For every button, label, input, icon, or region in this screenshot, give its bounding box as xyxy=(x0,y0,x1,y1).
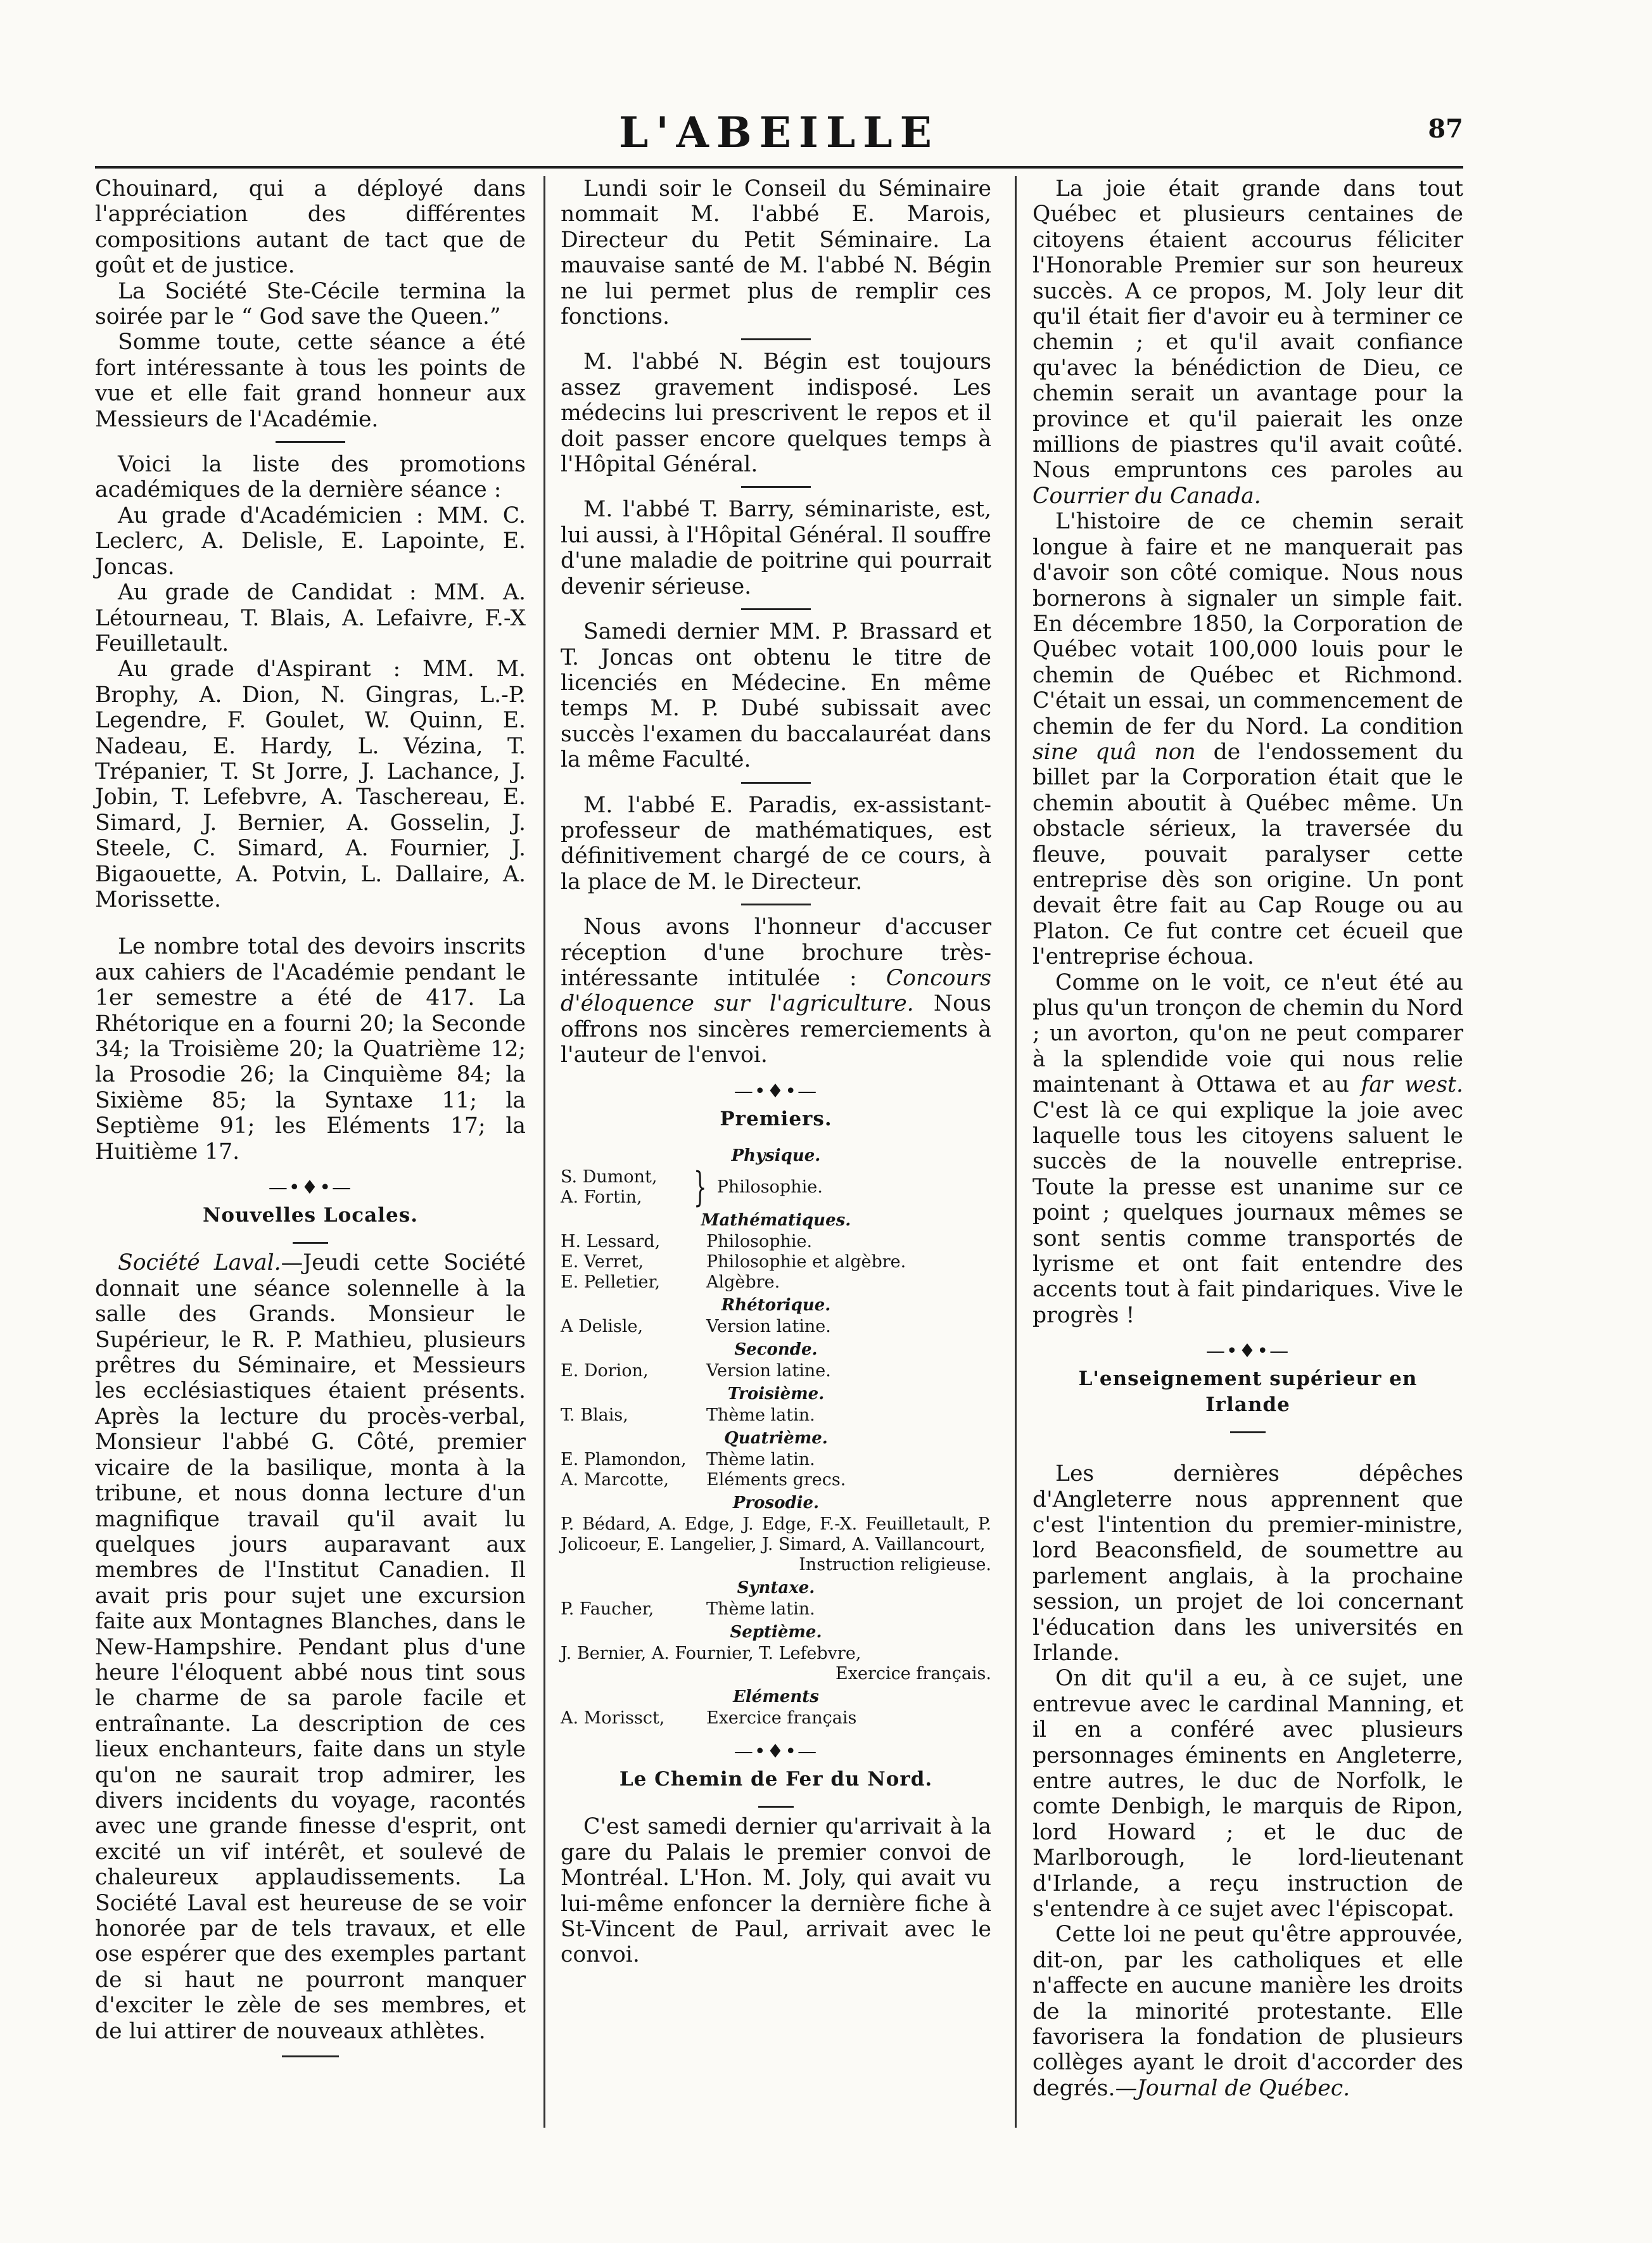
prize-name: A. Marcotte, xyxy=(561,1470,669,1490)
prize-row xyxy=(561,1405,991,1426)
prize-name: E. Verret, xyxy=(561,1252,644,1272)
spacer xyxy=(1032,1440,1463,1461)
irlande-paragraph-3 xyxy=(1032,1922,1463,2101)
academie-paragraph-2: La Société Ste-Cécile termina la soirée par le “ God save the Queen.” xyxy=(95,278,526,330)
column-separator-2 xyxy=(1015,176,1017,2128)
header-rule xyxy=(95,166,1463,169)
societe-laval-text: —Jeudi cette Société donnait une séance solennelle à la salle des Grands. Monsieur le Supérieur, le R. P. Mathieu, plusieurs prêtres du Séminaire, et Messieurs les ecclésiastiques étaient présents. Après la lecture du procès-verbal, Monsieur l'abbé G. Côté, premier vicaire de la basilique, monta à la tribune, et nous donna lecture d'un magnifique travail qu'il avait lu quelques jours auparavant aux membres de l'Institut Canadien. Il avait pris pour sujet une excursion faite aux Montagnes Blanches, dans le New-Hampshire. Pendant plus d'une heure l'éloquent abbé nous tint sous le charme de sa parole facile et entraînante. La description de ces lieux enchanteurs, faite dans un style qu'on ne saurait trop admirer, les divers incidents du voyage, racontés avec une grande finesse d'esprit, ont excité un vif intérêt, et soulevé de chaleureux applaudissements. La Société Laval est heureuse de se voir honorée par de tels travaux, et elle ose espérer que des exemples partant de si haut ne pourront manquer d'exciter le zèle de ses membres, et de lui attirer de nouveaux athlètes. xyxy=(95,1250,526,2044)
heading-underline xyxy=(758,1806,794,1808)
brace-glyph: } xyxy=(694,1164,707,1211)
prize-row xyxy=(561,1252,991,1272)
prize-subject: Philosophie. xyxy=(706,1232,813,1251)
academie-paragraph-1: Chouinard, qui a déployé dans l'appréciation des différentes compositions autant de tact que de goût et de justice. xyxy=(95,176,526,279)
academie-paragraph-3: Somme toute, cette séance a été fort intéressante à tous les points de vue et elle fait grand honneur aux Messieurs de l'Académie. xyxy=(95,329,526,432)
section-title-premiers: Premiers. xyxy=(720,1107,832,1130)
joie-text: La joie était grande dans tout Québec et plusieurs centaines de citoyens étaient accourus féliciter l'Honorable Premier sur son heureux succès. A ce propos, M. Joly leur dit qu'il était fier d'avoir eu à terminer ce chemin ; et qu'il avait confiance qu'avec la bénédiction de Dieu, ce chemin serait un avantage pour la province et qu'il paierait les onze millions de piastres qu'il avait coûté. Nous empruntons ces paroles au xyxy=(1032,176,1463,483)
ornament-divider: —•♦•— xyxy=(734,1080,818,1102)
short-rule xyxy=(741,904,811,905)
brochure-title: Concours d'éloquence sur l'agriculture. xyxy=(561,965,991,1017)
masthead-title: L'ABEILLE xyxy=(619,108,939,157)
prize-name: E. Pelletier, xyxy=(561,1272,661,1292)
column-2 xyxy=(561,176,991,1968)
promotion-aspirant: Au grade d'Aspirant : MM. M. Brophy, A. Dion, N. Gingras, L.-P. Legendre, F. Goulet, W. Quinn, E. Nadeau, E. Hardy, L. Vézina, T. Trépanier, T. St Jorre, J. Lachance, J. Jobin, T. Lefebvre, A. Taschereau, E. Simard, J. Bernier, A. Gosselin, J. Steele, C. Simard, A. Fournier, J. Bigaouette, A. Potvin, L. Dallaire, A. Morissette. xyxy=(95,656,526,912)
prize-names: J. Bernier, A. Fournier, T. Lefebvre, xyxy=(561,1644,861,1663)
column-separator-1 xyxy=(543,176,545,2128)
ornament-divider: —•♦•— xyxy=(734,1741,818,1763)
chemin-paragraph: C'est samedi dernier qu'arrivait à la gare du Palais le premier convoi de Montréal. L'Hon. M. Joly, qui avait vu lui-même enfoncer la dernière fiche à St-Vincent de Paul, arrivait avec le convoi. xyxy=(561,1814,991,1968)
comme-end: C'est là ce qui explique la joie avec laquelle tous les citoyens saluent le succès de la nouvelle entreprise. Toute la presse est unanime sur ce point ; quelques journaux mêmes se sont sentis comme transportés de lyrisme et ont fait entendre des accents tout à fait pindariques. Vive le progrès ! xyxy=(1032,1097,1463,1328)
prize-category-septieme: Septième. xyxy=(730,1623,822,1642)
prize-category-elements: Eléments xyxy=(733,1687,819,1706)
prize-subject: Algèbre. xyxy=(706,1272,780,1292)
histoire-latin: sine quâ non xyxy=(1032,739,1196,765)
prize-row xyxy=(561,1272,991,1293)
irlande-paragraph-1: Les dernières dépêches d'Angleterre nous apprennent que c'est l'intention du premier-ministre, lord Beaconsfield, de soumettre au parlement anglais, à la prochaine session, un projet de loi concernant l'éducation dans les universités en Irlande. xyxy=(1032,1461,1463,1666)
brochure-paragraph xyxy=(561,914,991,1068)
promotion-candidat: Au grade de Candidat : MM. A. Létourneau, T. Blais, A. Lefaivre, F.-X Feuilletault. xyxy=(95,580,526,656)
brochure-end: Nous offrons nos sincères remerciements à l'auteur de l'envoi. xyxy=(561,991,991,1068)
short-rule xyxy=(741,782,811,784)
promotions-intro: Voici la liste des promotions académiques de la dernière séance : xyxy=(95,452,526,503)
section-title-nouvelles-locales: Nouvelles Locales. xyxy=(203,1204,418,1227)
prize-row xyxy=(561,1361,991,1381)
end-rule xyxy=(282,2055,339,2057)
prize-subject: Eléments grecs. xyxy=(706,1470,846,1490)
prize-list xyxy=(561,1146,991,1729)
promotion-academicien: Au grade d'Académicien : MM. C. Leclerc, A. Delisle, E. Lapointe, E. Joncas. xyxy=(95,502,526,580)
prize-names: P. Bédard, A. Edge, J. Edge, F.-X. Feuilletault, P. Jolicoeur, E. Langelier, J. Simard, A. Vaillancourt, xyxy=(561,1514,991,1554)
prize-row xyxy=(561,1708,991,1729)
section-title-chemin-de-fer: Le Chemin de Fer du Nord. xyxy=(619,1768,933,1791)
prize-name: T. Blais, xyxy=(561,1405,628,1425)
prize-subject: Version latine. xyxy=(706,1317,831,1336)
prize-row-philosophie xyxy=(561,1164,991,1211)
prize-subject: Philosophie. xyxy=(716,1177,823,1197)
histoire-end: de l'endossement du billet par la Corporation était que le chemin aboutit à Québec même. Un obstacle sérieux, la traversée du fleuve, pouvait paralyser cette entreprise dès son origine. Un pont devait être fait au Cap Rouge ou au Platon. Ce fut contre cet écueil que l'entreprise échoua. xyxy=(1032,739,1463,970)
short-rule xyxy=(741,608,811,610)
prize-row xyxy=(561,1232,991,1252)
short-rule xyxy=(741,486,811,488)
histoire-start: L'histoire de ce chemin serait longue à faire et ne manquerait pas d'avoir son côté comique. Nous nous bornerons à signaler un simple fait. En décembre 1850, la Corporation de Québec votait 100,000 louis pour le chemin de Québec et Richmond. C'était un essai, un commencement de chemin de fer du Nord. La condition xyxy=(1032,509,1463,739)
prize-subject: Exercice français. xyxy=(836,1664,991,1684)
news-item-5: M. l'abbé E. Paradis, ex-assistant-professeur de mathématiques, est définitivement chargé de ce cours, à la place de M. le Directeur. xyxy=(561,792,991,895)
prize-subject: Thème latin. xyxy=(706,1599,815,1619)
prize-subject: Version latine. xyxy=(706,1361,831,1381)
prize-name: H. Lessard, xyxy=(561,1232,661,1251)
page-header xyxy=(95,108,1463,165)
irlande-source: —Journal de Québec. xyxy=(1115,2075,1350,2101)
page-number: 87 xyxy=(1428,114,1463,144)
short-rule xyxy=(741,338,811,340)
irlande-paragraph-2: On dit qu'il a eu, à ce sujet, une entrevue avec le cardinal Manning, et il en a conféré avec plusieurs personnages éminents en Angleterre, entre autres, le duc de Norfolk, le comte Denbigh, le marquis de Ripon, lord Howard ; et le duc de Marlborough, le lord-lieutenant d'Irlande, a reçu instruction de s'entendre à ce sujet avec l'épiscopat. xyxy=(1032,1666,1463,1922)
prize-subject: Thème latin. xyxy=(706,1450,815,1469)
heading-underline xyxy=(293,1242,328,1244)
prize-category-prosodie: Prosodie. xyxy=(732,1493,820,1512)
prize-name: A. Fortin, xyxy=(561,1187,642,1207)
prize-name: E. Dorion, xyxy=(561,1361,649,1381)
societe-laval-paragraph xyxy=(95,1250,526,2044)
devoirs-paragraph: Le nombre total des devoirs inscrits aux cahiers de l'Académie pendant le 1er semestre a été de 417. La Rhétorique en a fourni 20; la Seconde 34; la Troisième 20; la Quatrième 12; la Prosodie 26; la Cinquième 84; la Sixième 85; la Syntaxe 11; la Septième 91; les Eléments 17; la Huitième 17. xyxy=(95,934,526,1165)
prize-subject: Instruction religieuse. xyxy=(799,1555,991,1575)
ornament-divider: —•♦•— xyxy=(268,1177,353,1199)
prize-category-physique: Physique. xyxy=(731,1146,821,1165)
societe-laval-lead: Société Laval. xyxy=(118,1250,281,1276)
comme-start: Comme on le voit, ce n'eut été au plus qu'un tronçon de chemin du Nord ; un avorton, qu'on ne peut comparer à la splendide voie qui nous relie maintenant à Ottawa et au xyxy=(1032,969,1463,1098)
brochure-start: Nous avons l'honneur d'accuser réception d'une brochure très-intéressante intitulée : xyxy=(561,914,991,991)
prize-category-seconde: Seconde. xyxy=(734,1340,818,1359)
prize-name: S. Dumont, xyxy=(561,1167,658,1187)
irlande-text-3: Cette loi ne peut qu'être approuvée, dit-on, par les catholiques et elle n'affecte en aucune manière les droits de la minorité protestante. Elle favorisera la fondation de plusieurs collèges ayant le droit d'accorder des degrés. xyxy=(1032,1922,1463,2101)
section-title-irlande: L'enseignement supérieur en Irlande xyxy=(1078,1367,1418,1416)
prize-subject: Thème latin. xyxy=(706,1405,815,1425)
news-item-2: M. l'abbé N. Bégin est toujours assez gravement indisposé. Les médecins lui prescrivent le repos et il doit passer encore quelques temps à l'Hôpital Général. xyxy=(561,349,991,478)
prize-row xyxy=(561,1599,991,1620)
prize-category-troisieme: Troisième. xyxy=(727,1384,825,1403)
joie-paragraph xyxy=(1032,176,1463,509)
column-1 xyxy=(95,176,526,2057)
prize-category-syntaxe: Syntaxe. xyxy=(737,1578,815,1597)
prize-category-rhetorique: Rhétorique. xyxy=(721,1296,831,1315)
prize-row xyxy=(561,1317,991,1337)
prize-category-quatrieme: Quatrième. xyxy=(724,1429,828,1448)
prize-name: P. Faucher, xyxy=(561,1599,654,1619)
comme-paragraph xyxy=(1032,970,1463,1329)
news-item-1: Lundi soir le Conseil du Séminaire nommait M. l'abbé E. Marois, Directeur du Petit Séminaire. La mauvaise santé de M. l'abbé N. Bégin ne lui permet plus de remplir ces fonctions. xyxy=(561,176,991,330)
news-item-4: Samedi dernier MM. P. Brassard et T. Joncas ont obtenu le titre de licenciés en Médecine. En même temps M. P. Dubé subissait avec succès l'examen du baccalauréat dans la même Faculté. xyxy=(561,619,991,773)
column-3 xyxy=(1032,176,1463,2101)
prize-name: A Delisle, xyxy=(561,1317,644,1336)
news-item-3: M. l'abbé T. Barry, séminariste, est, lui aussi, à l'Hôpital Général. Il souffre d'une maladie de poitrine qui pourrait devenir sérieuse. xyxy=(561,497,991,599)
prize-names xyxy=(561,1167,687,1208)
histoire-paragraph xyxy=(1032,509,1463,969)
prize-subject: Exercice français xyxy=(706,1708,857,1728)
prize-name: E. Plamondon, xyxy=(561,1450,687,1469)
prize-subject: Philosophie et algèbre. xyxy=(706,1252,906,1272)
spacer xyxy=(95,912,526,934)
prize-row xyxy=(561,1470,991,1490)
joie-source: Courrier du Canada. xyxy=(1032,483,1261,509)
prize-name: A. Morissct, xyxy=(561,1708,665,1728)
prize-row xyxy=(561,1450,991,1470)
ornament-divider: —•♦•— xyxy=(1205,1340,1290,1363)
short-rule xyxy=(276,441,345,443)
prize-category-mathematiques: Mathématiques. xyxy=(701,1211,851,1230)
comme-far-west: far west. xyxy=(1361,1072,1463,1098)
heading-underline xyxy=(1230,1431,1266,1433)
